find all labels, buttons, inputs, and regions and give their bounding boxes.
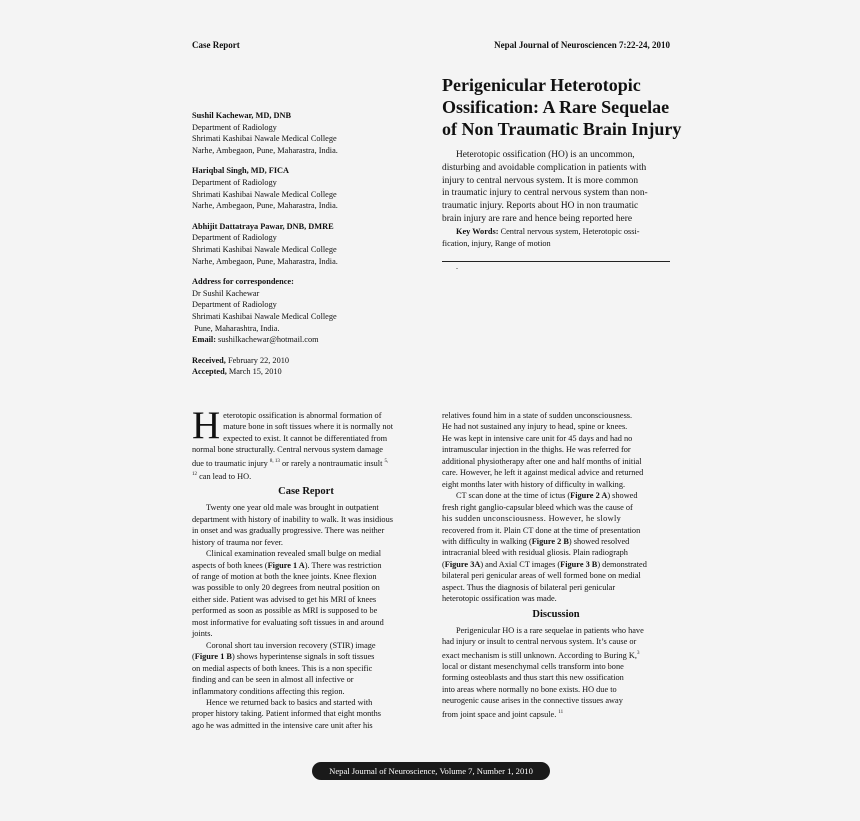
figure-reference[interactable]: Figure 2 A <box>570 491 608 501</box>
text-span: from joint space and joint capsule. <box>442 709 559 719</box>
paragraph-line <box>192 651 420 662</box>
paragraph-line: normal bone structurally. Central nervous system damage <box>192 445 383 455</box>
body-column-right <box>442 410 670 720</box>
paragraph-line: ago he was admitted in the intensive care unit after his <box>192 720 373 730</box>
text-span: ). There was restriction <box>304 560 382 570</box>
body-column-left <box>192 404 420 731</box>
paragraph-line: bilateral peri genicular areas of well formed bone on medial <box>442 571 641 581</box>
affiliation-line: Department of Radiology <box>192 233 277 243</box>
paragraph-line: of range of motion at both the knee joints. Knee flexion <box>192 571 377 581</box>
paragraph-line: mature bone in soft tissues where it is normally not <box>223 422 393 432</box>
paragraph-line: history of trauma nor fever. <box>192 537 284 547</box>
title-line: of Non Traumatic Brain Injury <box>442 119 682 139</box>
text-span: ( <box>192 652 195 662</box>
email-label: Email: <box>192 335 216 345</box>
keywords-line <box>442 226 670 238</box>
paragraph-line: had injury or insult to central nervous system. It’s cause or <box>442 637 637 647</box>
case-paragraph <box>192 640 420 697</box>
abstract <box>442 149 670 250</box>
case-paragraph <box>442 410 670 490</box>
paragraph-line <box>442 648 670 661</box>
paragraph-line: Hence we returned back to basics and started with <box>206 697 373 707</box>
paragraph-line: recovered from it. Plain CT done at the time of presentation <box>442 525 641 535</box>
paragraph-line <box>192 456 420 469</box>
correspondence-block <box>192 276 422 346</box>
paragraph-line: He was kept in intensive care unit for 45 days and had no <box>442 433 633 443</box>
author-block <box>192 221 422 267</box>
keywords-line: fication, injury, Range of motion <box>442 238 551 248</box>
running-header-journal: Nepal Journal of Neurosciencen 7:22-24, 2010 <box>494 40 670 50</box>
author-name: Hariqbal Singh, MD, FICA <box>192 166 290 176</box>
paragraph-line <box>442 536 670 547</box>
figure-reference[interactable]: Figure 3A <box>444 559 481 569</box>
text-span: with difficulty in walking ( <box>442 536 532 546</box>
paragraph-line: forming osteoblasts and thus start this new ossification <box>442 673 624 683</box>
citation: 8, 13 <box>269 458 280 464</box>
correspondence-line: Dr Sushil Kachewar <box>192 288 260 298</box>
affiliation-line: Department of Radiology <box>192 177 277 187</box>
paragraph-line <box>442 559 670 570</box>
paragraph-line <box>442 490 670 501</box>
paragraph-line: relatives found him in a state of sudden unconsciousness. <box>442 411 633 420</box>
keywords-label: Key Words: <box>456 226 499 236</box>
author-name: Abhijit Dattatraya Pawar, DNB, DMRE <box>192 221 334 231</box>
paragraph-line: most informative for evaluating soft tissues in and around <box>192 617 384 627</box>
affiliation-line: Shrimati Kashibai Nawale Medical College <box>192 244 337 254</box>
text-span: ) showed resolved <box>568 536 630 546</box>
email-address[interactable]: sushilkachewar@hotmail.com <box>218 335 319 345</box>
case-paragraph <box>192 548 420 640</box>
accepted-value: March 15, 2010 <box>228 367 282 377</box>
email-line <box>192 334 422 346</box>
case-paragraph <box>442 490 670 605</box>
paragraph-line: performed as soon as possible as MRI is supposed to be <box>192 606 378 616</box>
paragraph-line: eight months later with history of difficulty in walking. <box>442 479 626 489</box>
figure-reference[interactable]: Figure 1 A <box>267 560 305 570</box>
text-span: ( <box>442 559 445 569</box>
dates-block <box>192 355 422 378</box>
section-heading-case-report: Case Report <box>278 486 334 498</box>
author-block <box>192 110 422 156</box>
paragraph-line: Twenty one year old male was brought in outpatient <box>206 503 379 513</box>
figure-reference[interactable]: Figure 3 B <box>560 559 598 569</box>
paragraph-line: intracranial bleed with residual gliosis. Plain radiograph <box>442 548 628 558</box>
paragraph-line: intramuscular injection in the thighs. He was referred for <box>442 445 631 455</box>
received-label: Received, <box>192 355 226 365</box>
affiliation-line: Narhe, Ambegaon, Pune, Maharastra, India. <box>192 256 338 266</box>
accepted-date <box>192 366 422 378</box>
author-block <box>192 165 422 211</box>
paragraph-line: in onset and was gradually progressive. There was neither <box>192 526 385 536</box>
running-header-section: Case Report <box>192 40 240 50</box>
abstract-line: brain injury are rare and hence being reported here <box>442 213 633 224</box>
text-span: ) showed <box>607 491 638 501</box>
paragraph-line: neurogenic cause arises in the connective tissues away <box>442 696 623 706</box>
paragraph-line: fresh right ganglio-capsular bleed which was the cause of <box>442 502 633 512</box>
author-name: Sushil Kachewar, MD, DNB <box>192 111 292 120</box>
journal-footer-badge: Nepal Journal of Neuroscience, Volume 7, Number 1, 2010 <box>312 762 550 780</box>
paragraph-line <box>192 560 420 571</box>
paragraph-line: local or distant mesenchymal cells transform into bone <box>442 661 624 671</box>
citation: 11 <box>558 709 564 715</box>
citation: 12 <box>192 472 197 478</box>
paragraph-line: his sudden unconsciousness. However, he slowly <box>442 514 622 524</box>
stray-mark: . <box>456 262 458 271</box>
citation: 3 <box>636 650 640 656</box>
text-span: can lead to HO. <box>197 471 252 481</box>
paragraph-line <box>442 707 670 720</box>
affiliation-line: Narhe, Ambegaon, Pune, Maharastra, India. <box>192 145 338 155</box>
paragraph-line: finding and can be seen in almost all infective or <box>192 675 354 685</box>
paragraph-line: joints. <box>192 629 213 639</box>
paragraph-line: expected to exist. It cannot be differentiated from <box>223 433 388 443</box>
title-line: Perigenicular Heterotopic <box>442 75 641 95</box>
text-span: exact mechanism is still unknown. According to Buring K, <box>442 650 637 660</box>
paragraph-line: eterotopic ossification is abnormal formation of <box>223 411 382 420</box>
text-span: ) and Axial CT images ( <box>480 559 561 569</box>
received-date <box>192 355 422 367</box>
correspondence-line: Pune, Maharashtra, India. <box>192 323 280 333</box>
case-paragraph <box>192 697 420 731</box>
affiliation-line: Department of Radiology <box>192 122 277 132</box>
text-span: due to traumatic injury <box>192 458 270 468</box>
paragraph-line: into areas where normally no bone exists. HO due to <box>442 684 617 694</box>
correspondence-line: Shrimati Kashibai Nawale Medical College <box>192 311 337 321</box>
author-affiliations <box>192 110 422 387</box>
paragraph-line: He had not sustained any injury to head, spine or knees. <box>442 422 628 432</box>
text-span: CT scan done at the time of ictus ( <box>456 491 571 501</box>
article-title <box>442 74 682 140</box>
drop-cap: H <box>192 404 221 447</box>
paragraph-line: department with history of inability to walk. It was insidious <box>192 514 393 524</box>
keywords-text: Central nervous system, Heterotopic ossi- <box>500 226 640 236</box>
citation: 5, <box>384 458 389 464</box>
keywords <box>442 226 670 250</box>
figure-reference[interactable]: Figure 2 B <box>531 536 569 546</box>
case-paragraph <box>192 502 420 548</box>
paragraph-line: Perigenicular HO is a rare sequelae in patients who have <box>456 625 644 635</box>
accepted-label: Accepted, <box>192 367 227 377</box>
paragraph-line: on medial aspects of both knees. This is a non specific <box>192 663 373 673</box>
paragraph-line: care. However, he left it against medical advice and returned <box>442 468 644 478</box>
title-line: Ossification: A Rare Sequelae <box>442 97 670 117</box>
correspondence-line: Department of Radiology <box>192 300 277 310</box>
intro-paragraph <box>192 404 420 482</box>
paragraph-line: heterotopic ossification was made. <box>442 594 557 604</box>
received-value: February 22, 2010 <box>227 355 290 365</box>
paragraph-line: Clinical examination revealed small bulge on medial <box>206 549 382 559</box>
abstract-line: disturbing and avoidable complication in patients with <box>442 162 647 173</box>
paragraph-line: inflammatory conditions affecting this region. <box>192 686 345 696</box>
text-span: ) demonstrated <box>597 559 647 569</box>
text-span: or rarely a nontraumatic insult <box>279 458 385 468</box>
paragraph-line: proper history taking. Patient informed that eight months <box>192 709 381 719</box>
abstract-line: injury to central nervous system. It is more common <box>442 175 639 186</box>
figure-reference[interactable]: Figure 1 B <box>194 652 232 662</box>
paragraph-line: additional physiotherapy after one and half months of initial <box>442 456 642 466</box>
section-heading-discussion: Discussion <box>532 608 580 620</box>
paragraph-line: Coronal short tau inversion recovery (STIR) image <box>206 640 376 650</box>
paragraph-line: either side. Patient was advised to get his MRI of knees <box>192 594 377 604</box>
paragraph-line: was possible to only 20 degrees from neutral position on <box>192 583 380 593</box>
correspondence-heading: Address for correspondence: <box>192 277 294 287</box>
paragraph-line <box>192 469 420 482</box>
affiliation-line: Shrimati Kashibai Nawale Medical College <box>192 189 337 199</box>
text-span: aspects of both knees ( <box>192 560 268 570</box>
paragraph-line: aspect. Thus the diagnosis of bilateral peri genicular <box>442 582 616 592</box>
text-span: ) shows hyperintense signals in soft tissues <box>231 652 375 662</box>
abstract-line: traumatic injury. Reports about HO in non traumatic <box>442 201 639 212</box>
affiliation-line: Shrimati Kashibai Nawale Medical College <box>192 134 337 144</box>
abstract-line: Heterotopic ossification (HO) is an uncommon, <box>456 150 635 160</box>
discussion-paragraph <box>442 625 670 720</box>
abstract-divider <box>442 261 670 262</box>
abstract-line: in traumatic injury to central nervous system than non- <box>442 188 648 199</box>
affiliation-line: Narhe, Ambegaon, Pune, Maharastra, India. <box>192 201 338 211</box>
